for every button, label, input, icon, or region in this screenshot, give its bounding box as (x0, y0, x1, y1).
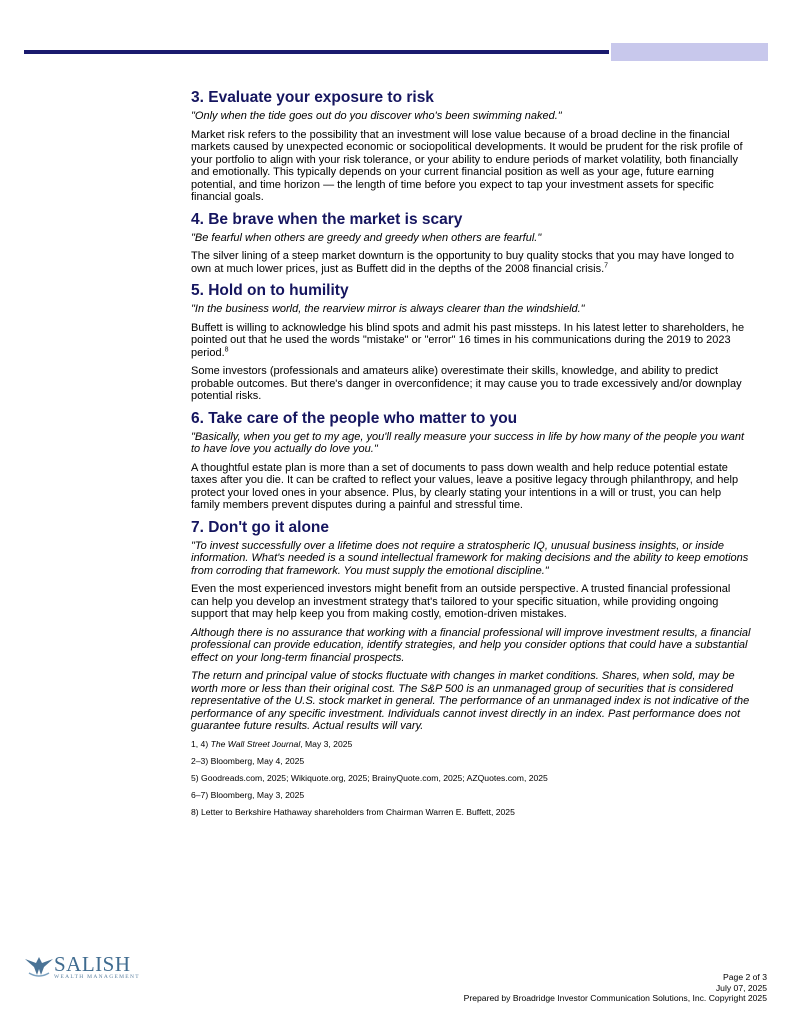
footnote-item: 2–3) Bloomberg, May 4, 2025 (191, 755, 305, 766)
section-paragraph (191, 250, 751, 275)
footnote-source: The Wall Street Journal (210, 738, 301, 749)
article-body (191, 88, 751, 824)
salish-logo (24, 952, 140, 983)
footnote-item (191, 739, 751, 750)
paragraph-text: The silver lining of a steep market downturn is the opportunity to buy quality stocks that you may have longed to own at much lower prices, just as Buffett did in the depths of the 2008 financial crisis. (191, 250, 734, 275)
section-5 (191, 281, 751, 403)
section-7 (191, 518, 751, 733)
footnote-ref: 8 (224, 345, 229, 353)
section-paragraph (191, 322, 751, 360)
footnote-item: 5) Goodreads.com, 2025; Wikiquote.org, 2025; BrainyQuote.com, 2025; AZQuotes.com, 2025 (191, 772, 548, 783)
footnote-suffix: , May 3, 2025 (300, 738, 353, 749)
page-number: Page 2 of 3 (723, 972, 767, 982)
section-heading: 7. Don't go it alone (191, 518, 330, 536)
disclaimer-paragraph: The return and principal value of stocks fluctuate with changes in market conditions. Shares, when sold, may be worth more or less than their original cost. The S&P 500 is an unmanaged group of securities that is considered representative of the U.S. stock market in general. The performance of an unmanaged index is not indicative of the performance of any specific investment. Individuals cannot invest directly in an index. Past performance does not guarantee future results. Actual results will vary. (191, 670, 750, 732)
section-paragraph: Even the most experienced investors might benefit from an outside perspective. A trusted financial professional can help you develop an investment strategy that's tailored to your specific situation, while providing ongoing support that may help keep you from making costly, emotion-driven mistakes. (191, 583, 731, 620)
paragraph-text: Buffett is willing to acknowledge his blind spots and admit his past missteps. In his latest letter to shareholders, he pointed out that he used the words "mistake" or "error" 16 times in his communications during the 2019 to 2023 period. (191, 321, 745, 359)
eagle-icon (24, 953, 54, 979)
section-quote: "Basically, when you get to my age, you'll really measure your success in life by how many of the people you want to have love you actually do love you." (191, 430, 745, 455)
section-6 (191, 409, 751, 512)
section-paragraph: Market risk refers to the possibility that an investment will lose value because of a broad decline in the financial markets caused by unexpected economic or sociopolitical developments. It would be prudent for the risk profile of your portfolio to align with your risk tolerance, or your ability to endure periods of market volatility, both financially and emotionally. This typically depends on your current financial position as well as your age, future earning potential, and time horizon — the length of time before you expect to tap your investment assets for specific financial goals. (191, 128, 743, 203)
footer-date: July 07, 2025 (715, 982, 767, 993)
footnote-item: 8) Letter to Berkshire Hathaway shareholders from Chairman Warren E. Buffett, 2025 (191, 806, 515, 817)
logo-tagline: WEALTH MANAGEMENT (54, 974, 140, 980)
logo-wordmark: SALISH (54, 952, 131, 976)
disclaimer-paragraph: Although there is no assurance that working with a financial professional will improve investment results, a financial professional can provide education, identify strategies, and help you consider options that could have a substantial effect on your long-term financial prospects. (191, 626, 751, 664)
header-tab-block (611, 43, 768, 61)
section-3 (191, 88, 751, 204)
header-rule (24, 50, 609, 54)
footnote-item: 6–7) Bloomberg, May 3, 2025 (191, 789, 305, 800)
section-heading: 3. Evaluate your exposure to risk (191, 89, 434, 106)
section-quote: "To invest successfully over a lifetime does not require a stratospheric IQ, unusual business insights, or inside information. What's needed is a sound intellectual framework for making decisions and the ability to keep emotions from corroding that framework. You must supply the emotional discipline." (191, 539, 749, 577)
section-heading: 4. Be brave when the market is scary (191, 210, 463, 228)
section-quote: "Only when the tide goes out do you discover who's been swimming naked." (191, 110, 562, 122)
footer-copyright: Prepared by Broadridge Investor Communication Solutions, Inc. Copyright 2025 (463, 993, 767, 1003)
section-quote: "In the business world, the rearview mirror is always clearer than the windshield." (191, 303, 585, 315)
section-quote: "Be fearful when others are greedy and greedy when others are fearful." (191, 231, 542, 244)
page-footer (464, 972, 767, 1004)
footnotes (191, 739, 751, 818)
section-paragraph: A thoughtful estate plan is more than a set of documents to pass down wealth and help reduce potential estate taxes after you die. It can be crafted to reflect your values, leave a positive legacy through philanthropy, and help protect your loved ones in your absence. Plus, by clearly stating your intentions in a will or trust, you can help family members prevent disputes during a painful and stressful time. (191, 461, 739, 511)
footnote-ref: 7 (604, 261, 609, 269)
section-4 (191, 210, 751, 276)
section-paragraph: Some investors (professionals and amateurs alike) overestimate their skills, knowledge, and ability to predict probable outcomes. But there's danger in overconfidence; it may cause you to trade excessively and/or downplay potential risks. (191, 365, 742, 402)
section-heading: 6. Take care of the people who matter to you (191, 409, 518, 427)
section-heading: 5. Hold on to humility (191, 282, 349, 299)
footnote-prefix: 1, 4) (191, 738, 211, 749)
